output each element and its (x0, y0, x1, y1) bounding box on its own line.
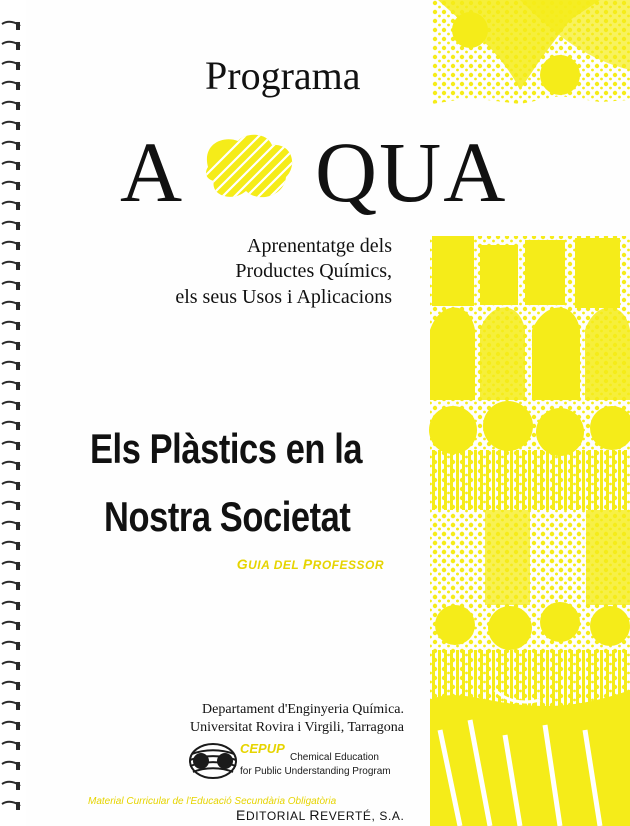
department-line-1: Departament d'Enginyeria Química. (202, 702, 404, 717)
book-title-line-1: Els Plàstics en la (90, 425, 363, 472)
subtitle-line-1: Aprenentatge dels (247, 235, 392, 257)
cepup-desc-line-2: for Public Understanding Program (240, 766, 391, 777)
guide-label: GUIA DEL PROFESSOR (236, 556, 384, 572)
publisher: EDITORIAL REVERTÉ, S.A. (236, 807, 405, 823)
aqua-logo-icon (200, 131, 298, 203)
book-title-line-2: Nostra Societat (104, 493, 351, 540)
cepup-name: CEPUP (240, 741, 285, 756)
cepup-logo-icon (187, 741, 239, 781)
department-line-2: Universitat Rovira i Virgili, Tarragona (190, 720, 404, 735)
acronym-right: QUA (315, 124, 508, 220)
subtitle-line-2: Productes Químics, (235, 260, 392, 282)
subtitle-line-3: els seus Usos i Aplicacions (175, 286, 392, 308)
spiral-binding (0, 0, 26, 826)
cepup-desc-line-1: Chemical Education (290, 752, 379, 763)
series-label: Programa (205, 53, 361, 98)
material-curricular-line: Material Curricular de l'Educació Secundària Obligatòria (88, 796, 337, 807)
acronym-left: A (120, 124, 185, 220)
